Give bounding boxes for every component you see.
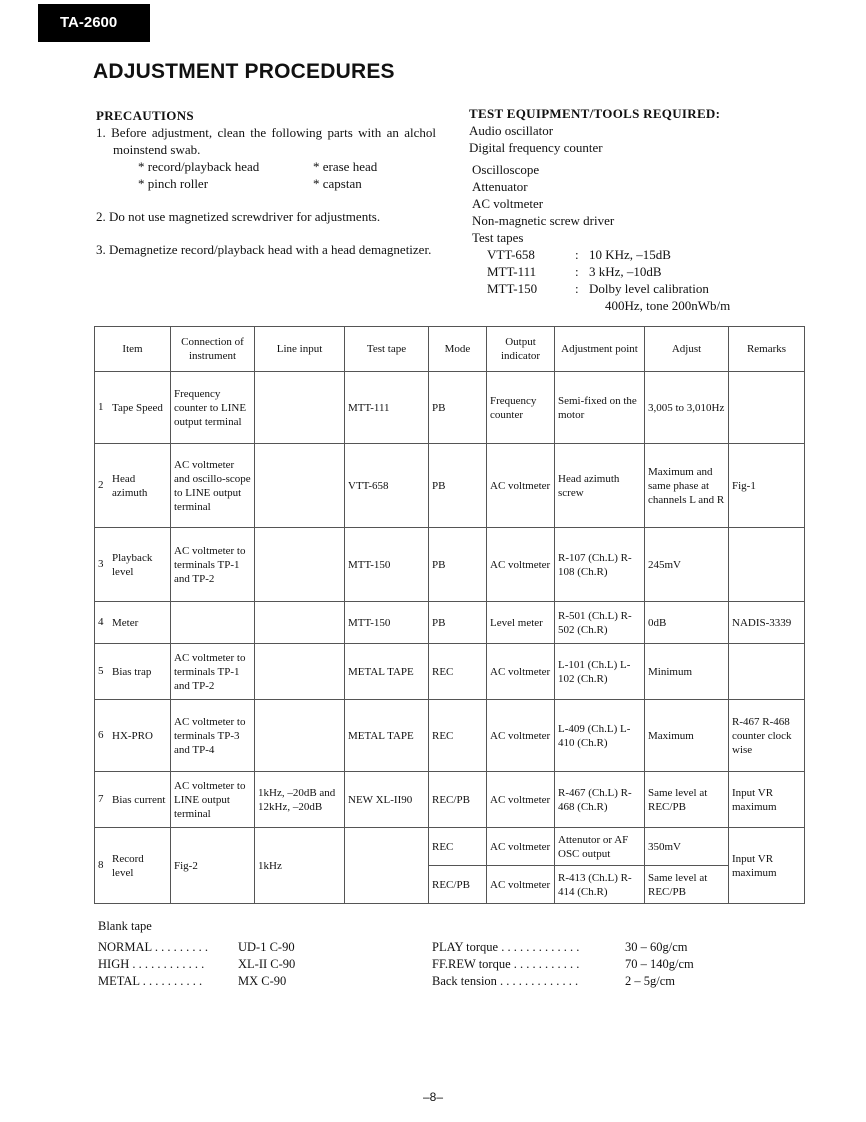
precaution-1: 1. Before adjustment, clean the following parts with an alchol moinstend swab. xyxy=(96,125,436,157)
row-connection: Frequency counter to LINE output terminal xyxy=(171,372,255,444)
col-header: Output indicator xyxy=(487,327,555,372)
part-erase-head: erase head xyxy=(322,159,378,174)
col-header: Item xyxy=(95,327,171,372)
part-head: record/playback head xyxy=(147,159,260,174)
row-adjust-point: L-409 (Ch.L) L-410 (Ch.R) xyxy=(555,700,645,772)
row-adjust-point: R-501 (Ch.L) R-502 (Ch.R) xyxy=(555,602,645,644)
equip-item: Non-magnetic screw driver xyxy=(472,213,615,228)
row-test-tape: METAL TAPE xyxy=(345,700,429,772)
row-adjust-point: R-413 (Ch.L) R-414 (Ch.R) xyxy=(555,866,645,904)
row-mode: PB xyxy=(429,528,487,602)
row-mode: PB xyxy=(429,444,487,528)
model-tag: TA-2600 xyxy=(38,4,150,42)
row-connection: AC voltmeter to terminals TP-1 and TP-2 xyxy=(171,644,255,700)
row-output: Frequency counter xyxy=(487,372,555,444)
blank-tape-value: XL-II C-90 xyxy=(238,957,296,971)
row-adjust: 3,005 to 3,010Hz xyxy=(645,372,729,444)
tape-extra: 400Hz, tone 200nWb/m xyxy=(605,298,731,313)
tape-name: MTT-150 xyxy=(487,281,538,296)
blank-tape-label: HIGH . . . . . . . . . . . . xyxy=(98,957,205,971)
torque-value: 2 – 5g/cm xyxy=(625,974,675,988)
page-title: ADJUSTMENT PROCEDURES xyxy=(93,60,395,83)
equip-item: Oscilloscope xyxy=(472,162,540,177)
row-remarks: R-467 R-468 counter clock wise xyxy=(729,700,805,772)
row-remarks: Fig-1 xyxy=(729,444,805,528)
equipment-heading: TEST EQUIPMENT/TOOLS REQUIRED: xyxy=(469,106,721,121)
row-number: 2 xyxy=(98,479,104,492)
row-remarks: Input VR maximum xyxy=(729,772,805,828)
col-header: Adjustment point xyxy=(555,327,645,372)
row-test-tape: VTT-658 xyxy=(345,444,429,528)
row-mode: REC/PB xyxy=(429,772,487,828)
precaution-2: 2. Do not use magnetized screwdriver for adjustments. xyxy=(96,209,381,224)
row-remarks xyxy=(729,528,805,602)
row-adjust: Same level at REC/PB xyxy=(645,772,729,828)
tape-spec: Dolby level calibration xyxy=(589,281,709,296)
row-mode: PB xyxy=(429,372,487,444)
row-line-input: 1kHz, –20dB and 12kHz, –20dB xyxy=(255,772,345,828)
equip-item: Test tapes xyxy=(472,230,524,245)
col-header: Remarks xyxy=(729,327,805,372)
row-output: AC voltmeter xyxy=(487,772,555,828)
row-adjust: Maximum xyxy=(645,700,729,772)
col-header: Adjust xyxy=(645,327,729,372)
row-adjust-point: Head azimuth screw xyxy=(555,444,645,528)
table-row xyxy=(95,528,805,602)
row-connection: AC voltmeter and oscillo-scope to LINE output terminal xyxy=(171,444,255,528)
row-line-input xyxy=(255,372,345,444)
tape-spec: 10 KHz, –15dB xyxy=(589,247,671,262)
row-number: 6 xyxy=(98,729,104,742)
row-line-input xyxy=(255,444,345,528)
row-line-input xyxy=(255,700,345,772)
torque-label: PLAY torque . . . . . . . . . . . . . xyxy=(432,940,580,954)
torque-section xyxy=(432,939,752,990)
row-number: 1 xyxy=(98,401,104,414)
row-remarks xyxy=(729,372,805,444)
row-connection: AC voltmeter to LINE output terminal xyxy=(171,772,255,828)
row-item xyxy=(95,772,171,828)
row-adjust: 245mV xyxy=(645,528,729,602)
table-row xyxy=(95,828,805,866)
torque-value: 30 – 60g/cm xyxy=(625,940,688,954)
row-adjust-point: Attenutor or AF OSC output xyxy=(555,828,645,866)
row-adjust-point: R-467 (Ch.L) R-468 (Ch.R) xyxy=(555,772,645,828)
blank-tape-value: UD-1 C-90 xyxy=(238,940,295,954)
table-row xyxy=(95,700,805,772)
row-remarks xyxy=(729,644,805,700)
row-mode: REC xyxy=(429,828,487,866)
precautions-section: PRECAUTIONS 1. Before adjustment, clean the following parts with an alchol moinstend swab. * record/playback head * erase head * pinch roller * capstan 2. Do not use magnetized screwdriver for adjustments. 3. Demagnetize record/playback head with a head demagnetizer. xyxy=(96,108,436,257)
row-number: 4 xyxy=(98,616,104,629)
row-number: 5 xyxy=(98,665,104,678)
row-item xyxy=(95,828,171,904)
row-line-input xyxy=(255,644,345,700)
table-row xyxy=(95,444,805,528)
row-output: AC voltmeter xyxy=(487,866,555,904)
row-output: AC voltmeter xyxy=(487,700,555,772)
row-mode: REC xyxy=(429,644,487,700)
row-number: 8 xyxy=(98,859,104,872)
row-test-tape xyxy=(345,828,429,904)
row-remarks: Input VR maximum xyxy=(729,828,805,904)
blank-tape-value: MX C-90 xyxy=(238,974,287,988)
row-output: AC voltmeter xyxy=(487,444,555,528)
tape-name: MTT-111 xyxy=(487,264,537,279)
row-adjust: Minimum xyxy=(645,644,729,700)
row-item-label: Tape Speed xyxy=(112,401,163,414)
blank-tape-section xyxy=(98,918,398,990)
table-row xyxy=(95,602,805,644)
part-capstan: capstan xyxy=(322,176,362,191)
row-output: AC voltmeter xyxy=(487,828,555,866)
row-number: 3 xyxy=(98,558,104,571)
blank-tape-label: NORMAL . . . . . . . . . xyxy=(98,940,208,954)
row-item-label: Bias current xyxy=(112,793,166,806)
row-test-tape: METAL TAPE xyxy=(345,644,429,700)
tape-spec: 3 kHz, –10dB xyxy=(589,264,662,279)
row-adjust-point: Semi-fixed on the motor xyxy=(555,372,645,444)
table-body xyxy=(95,372,805,904)
row-item xyxy=(95,372,171,444)
row-test-tape: NEW XL-II90 xyxy=(345,772,429,828)
row-item xyxy=(95,644,171,700)
row-adjust: 350mV xyxy=(645,828,729,866)
row-item xyxy=(95,528,171,602)
row-test-tape: MTT-111 xyxy=(345,372,429,444)
row-test-tape: MTT-150 xyxy=(345,528,429,602)
row-mode: REC xyxy=(429,700,487,772)
row-connection: AC voltmeter to terminals TP-3 and TP-4 xyxy=(171,700,255,772)
row-output: Level meter xyxy=(487,602,555,644)
col-header: Mode xyxy=(429,327,487,372)
table-header-row xyxy=(95,327,805,372)
equip-item: Audio oscillator xyxy=(469,123,554,138)
blank-tape-label: METAL . . . . . . . . . . xyxy=(98,974,203,988)
row-item-label: Meter xyxy=(112,616,139,629)
row-adjust-point: L-101 (Ch.L) L-102 (Ch.R) xyxy=(555,644,645,700)
row-mode: REC/PB xyxy=(429,866,487,904)
col-header: Connection of instrument xyxy=(171,327,255,372)
table-row xyxy=(95,644,805,700)
row-line-input: 1kHz xyxy=(255,828,345,904)
torque-label: Back tension . . . . . . . . . . . . . xyxy=(432,974,579,988)
row-number: 7 xyxy=(98,793,104,806)
precautions-heading: PRECAUTIONS xyxy=(96,108,194,123)
row-item-label: Bias trap xyxy=(112,665,152,678)
row-item-label: Head azimuth xyxy=(112,472,148,499)
row-mode: PB xyxy=(429,602,487,644)
row-item-label: Record level xyxy=(112,852,144,879)
row-adjust: 0dB xyxy=(645,602,729,644)
row-connection xyxy=(171,602,255,644)
torque-label: FF.REW torque . . . . . . . . . . . xyxy=(432,957,580,971)
row-line-input xyxy=(255,602,345,644)
row-output: AC voltmeter xyxy=(487,644,555,700)
row-test-tape: MTT-150 xyxy=(345,602,429,644)
row-adjust-point: R-107 (Ch.L) R-108 (Ch.R) xyxy=(555,528,645,602)
row-remarks: NADIS-3339 xyxy=(729,602,805,644)
row-item xyxy=(95,700,171,772)
torque-value: 70 – 140g/cm xyxy=(625,957,694,971)
row-line-input xyxy=(255,528,345,602)
row-item-label: HX-PRO xyxy=(112,729,153,742)
page-number: –8– xyxy=(422,1090,444,1104)
precaution-3: 3. Demagnetize record/playback head with a head demagnetizer. xyxy=(96,242,432,257)
part-pinch-roller: pinch roller xyxy=(147,176,209,191)
row-item-label: Playback level xyxy=(112,551,153,578)
adjustment-table xyxy=(94,326,805,904)
row-adjust: Maximum and same phase at channels L and R xyxy=(645,444,729,528)
table-row xyxy=(95,772,805,828)
row-output: AC voltmeter xyxy=(487,528,555,602)
equip-item: AC voltmeter xyxy=(472,196,544,211)
blank-tape-heading: Blank tape xyxy=(98,919,152,933)
col-header: Test tape xyxy=(345,327,429,372)
tape-name: VTT-658 xyxy=(487,247,535,262)
row-item xyxy=(95,602,171,644)
row-connection: Fig-2 xyxy=(171,828,255,904)
equipment-section: TEST EQUIPMENT/TOOLS REQUIRED: Audio oscillator Digital frequency counter Oscilloscope Attenuator AC voltmeter Non-magnetic screw driver Test tapes VTT-658 : 10 KHz, –15dB MTT-111 : 3 kHz, –10dB MTT-150 : Dolby level calibration 400Hz, tone 200nWb/m xyxy=(469,105,769,314)
equip-item: Digital frequency counter xyxy=(469,140,603,155)
table-row xyxy=(95,372,805,444)
row-item xyxy=(95,444,171,528)
row-connection: AC voltmeter to terminals TP-1 and TP-2 xyxy=(171,528,255,602)
row-adjust: Same level at REC/PB xyxy=(645,866,729,904)
col-header: Line input xyxy=(255,327,345,372)
equip-item: Attenuator xyxy=(472,179,528,194)
